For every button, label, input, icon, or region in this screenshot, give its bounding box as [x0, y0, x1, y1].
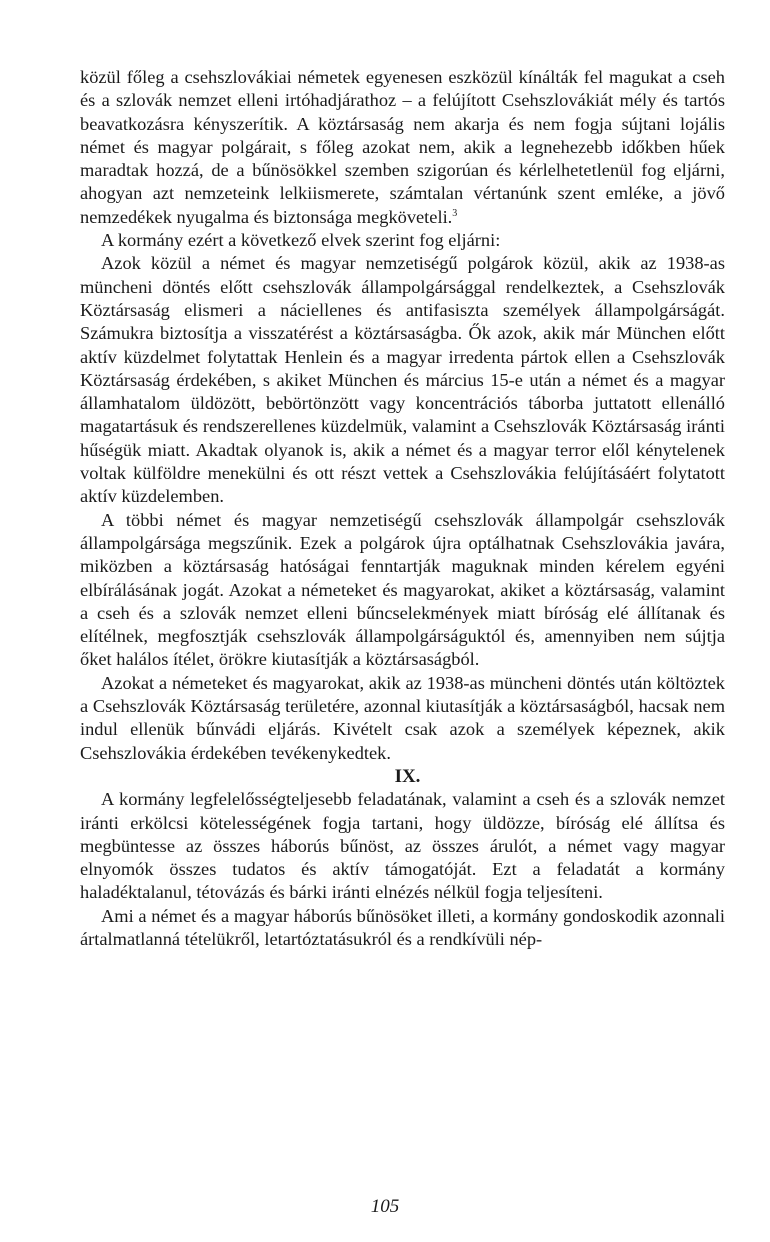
section-paragraph-1: A kormány legfelelősségteljesebb feladatának, valamint a cseh és a szlovák nemzet iránti erkölcsi kötelességének fogja tartani, hogy üldözze, bíróság elé állítsa és megbüntesse az összes háborús bűnöst, az összes árulót, a német vagy magyar elnyomók összes tudatos és aktív támogatóját. Ezt a feladatát a kormány haladéktalanul, tétovázás és bárki iránti elnézés nélkül fogja teljesíteni.: [80, 789, 725, 903]
paragraph-4: A többi német és magyar nemzetiségű csehszlovák állampolgár csehszlovák állampolgársága megszűnik. Ezek a polgárok újra optálhatnak Csehszlovákia javára, miközben a köztársaság hatóságai fenntartják maguknak minden kérelem egyéni elbírálásának jogát. Azokat a németeket és magyarokat, akiket a köztársaság, valamint a cseh és a szlovák nemzet elleni bűncselekmények miatt bíróság elé állítanak és elítélnek, megfosztják csehszlovák állampolgárságuktól és, amennyiben nem sújtja őket halálos ítélet, örökre kiutasítják a köztársaságból.: [80, 509, 725, 670]
page-number: 105: [370, 1196, 400, 1217]
page-body: [80, 66, 725, 951]
section-paragraph-2: Ami a német és a magyar háborús bűnösöket illeti, a kormány gondoskodik azonnali ártalmatlanná tételükről, letartóztatásukról és a rendkívüli nép-: [80, 905, 725, 949]
paragraph-5: Azokat a németeket és magyarokat, akik az 1938-as müncheni döntés után költöztek a Csehszlovák Köztársaság területére, azonnal kiutasítják a köztársaságból, hacsak nem indul ellenük bűnvádi eljárás. Kivételt csak azok a személyek képeznek, akik Csehszlovákia érdekében tevékenykedtek.: [80, 672, 725, 763]
paragraph-1: [80, 66, 725, 229]
section-heading: IX.: [394, 765, 421, 787]
footnote-marker: 3: [452, 207, 458, 219]
paragraph-3: Azok közül a német és magyar nemzetiségű polgárok közül, akik az 1938-as müncheni döntés előtt csehszlovák állampolgársággal rendelkeztek, a Csehszlovák Köztársaság elismeri a náciellenes és antifasiszta személyek állampolgárságát. Számukra biztosítja a visszatérést a köztársaságba. Ők azok, akik már München előtt aktív küzdelmet folytattak Henlein és a magyar irredenta pártok ellen a Csehszlovák Köztársaság érdekében, s akiket München és március 15-e után a német és a magyar államhatalom üldözött, bebörtönzött vagy koncentrációs táborba juttatott ellenálló magatartásuk és rendszerellenes küzdelmük, valamint a Csehszlovák Köztársaság iránti hűségük miatt. Akadtak olyanok is, akik a német és a magyar terror elől kénytelenek voltak külföldre menekülni és ott részt vettek a Csehszlovákia felújításáért folytatott aktív küzdelemben.: [80, 253, 725, 507]
paragraph-2: A kormány ezért a következő elvek szerint fog eljárni:: [101, 230, 501, 251]
paragraph-1-text: közül főleg a csehszlovákiai németek egyenesen eszközül kínálták fel magukat a cseh és a szlovák nemzet elleni irtóhadjárathoz – a felújított Csehszlovákiát mély és tartós beavatkozásra kényszerítik. A köztársaság nem akarja és nem fogja sújtani lojális német és magyar polgárait, s főleg azokat nem, akik a legnehezebb időkben hűek maradtak hozzá, de a bűnösökkel szemben szigorúan és kérlelhetetlenül fog eljárni, ahogyan azt nemzeteink lelkiismerete, számtalan vértanúnk szent emléke, a jövő nemzedékek nyugalma és biztonsága megköveteli.: [80, 67, 725, 227]
